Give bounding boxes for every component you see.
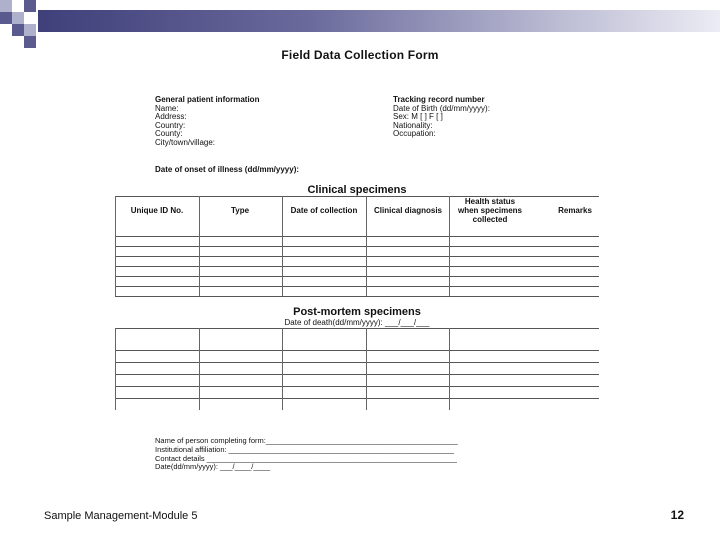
onset-date-label: Date of onset of illness (dd/mm/yyyy): <box>155 165 300 174</box>
postmortem-specimens-title: Post-mortem specimens <box>293 306 421 318</box>
tracking-field: Date of Birth (dd/mm/yyyy): <box>393 103 490 113</box>
date-of-death-label: Date of death(dd/mm/yyyy): ___/___/___ <box>284 318 430 327</box>
form-footer-field: Name of person completing form:______________________________________________ <box>155 436 458 445</box>
header-gradient-bar <box>38 10 720 32</box>
tracking-field: Sex: M [ ] F [ ] <box>393 112 443 122</box>
column-header-unique-id: Unique ID No. <box>130 206 184 215</box>
form-footer-field: Date(dd/mm/yyyy): ___/____/____ <box>155 462 271 472</box>
tracking-section <box>393 96 490 139</box>
tracking-field: Nationality: <box>393 120 433 130</box>
patient-field: County: <box>155 129 183 139</box>
page-number: 12 <box>670 508 684 522</box>
column-header-remarks: Remarks <box>558 206 592 215</box>
form-footer-fields <box>155 437 458 472</box>
column-header-type: Type <box>230 206 250 215</box>
patient-field: City/town/village: <box>155 137 216 147</box>
patient-field: Name: <box>155 103 179 113</box>
clinical-specimens-title: Clinical specimens <box>307 184 407 196</box>
column-header-date-of-collection: Date of collection <box>290 206 358 215</box>
patient-field: Address: <box>155 112 187 122</box>
form-footer-field: Institutional affiliation: ______________________________________________________ <box>155 444 454 454</box>
column-header-health-status: Health status when specimens collected <box>457 197 523 224</box>
form-footer-field: Contact details ____________________________________________________________ <box>155 453 457 463</box>
patient-section <box>155 96 259 148</box>
patient-section-heading: General patient information <box>155 95 260 104</box>
form-title: Field Data Collection Form <box>281 48 439 62</box>
tracking-field: Occupation: <box>393 129 436 139</box>
tracking-section-heading: Tracking record number <box>393 95 485 104</box>
patient-field: Country: <box>155 120 186 130</box>
column-header-clinical-diagnosis: Clinical diagnosis <box>373 206 442 215</box>
slide-caption: Sample Management-Module 5 <box>44 510 198 522</box>
